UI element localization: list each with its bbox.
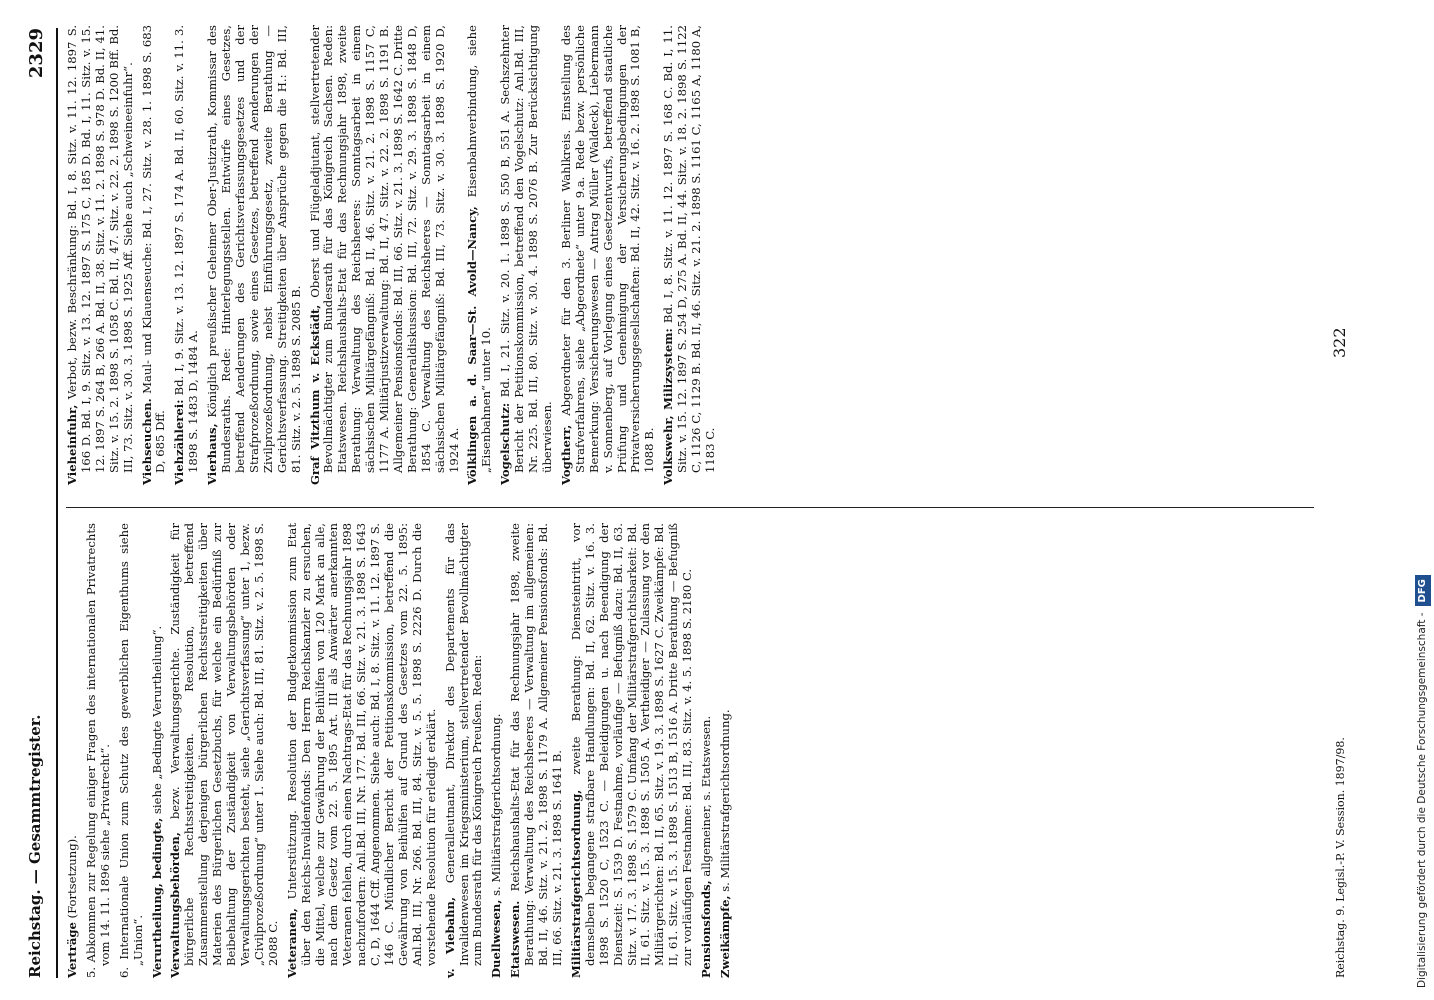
- entry-text: Reichshaushalts-Etat für das Rechnungsjahr 1898, zweite Berathung: Verwaltung des Reichsheeres — Verwaltung im allgemeinen: Bd. II, 46. Sitz. v. 21. 2. 1898 S. 1179 A. Allgemeiner Pensionsfonds: Bd. III, 66. Sitz. v. 21. 3. 1898 S. 1641 B.: [508, 523, 564, 966]
- entry-heading: Militärstrafgerichtsordnung,: [568, 789, 583, 978]
- digitization-stamp-text: [1414, 12, 1430, 988]
- footer-session-note: Reichstag. 9. Legisl.-P. V. Session. 1897/98.: [1334, 737, 1347, 978]
- entry-heading: Verurtheilung, bedingte,: [149, 817, 164, 978]
- entry-heading: Viehzählerei:: [172, 399, 187, 485]
- stamp-caption: Digitalisierung gefördert durch die Deutsche Forschungsgemeinschaft -: [1416, 612, 1428, 988]
- page-header: [22, 28, 58, 978]
- entry-heading: Vogelschutz:: [498, 402, 513, 485]
- entry-heading: Vierhaus,: [205, 423, 220, 485]
- entry-heading: Pensionsfonds,: [699, 880, 714, 978]
- entry-text: 5. Abkommen zur Regelung einiger Fragen des internationalen Privatrechts vom 14. 11. 1896 siehe „Privatrecht“.: [83, 523, 112, 978]
- entry-text: Bd. I, 8. Sitz. v. 11. 12. 1897 S. 168 C. Bd. I, 11. Sitz. v. 15. 12. 1897 S. 254 D, 275 A. Bd. II, 44. Sitz. v. 18. 2. 1898 S. 1122 C, 1126 C, 1129 B. Bd. II, 46. Sitz. v. 21. 2. 1898 S. 1161 C, 1165 A, 1180 A, 1183 C.: [661, 25, 717, 473]
- register-entry: [499, 25, 555, 485]
- entry-text: 6. Internationale Union zum Schutz des gewerblichen Eigenthums siehe „Union“.: [116, 523, 145, 978]
- entry-heading: Etatswesen.: [508, 900, 523, 978]
- entry-text: allgemeiner, s. Etatswesen.: [699, 715, 714, 877]
- entry-heading: Völklingen a. d. Saar—St. Avold—Nancy,: [465, 206, 480, 485]
- register-entry: [66, 523, 80, 978]
- register-entry: [85, 523, 113, 978]
- register-entry: [141, 25, 169, 485]
- entry-heading: Verträge: [65, 922, 79, 978]
- entry-text: s. Militärstrafgerichtsordnung.: [489, 713, 504, 896]
- entry-heading: Verwaltungsbehörden,: [168, 832, 183, 978]
- entry-text: (Fortsetzung).: [65, 835, 79, 919]
- footer-page-number: 322: [1330, 327, 1349, 358]
- register-entry: [560, 25, 657, 485]
- register-entry: [206, 25, 303, 485]
- register-entry: [662, 25, 718, 485]
- register-entry: [286, 523, 439, 978]
- entry-text: Abgeordneter für den 3. Berliner Wahlkreis. Einstellung des Strafverfahrens, siehe „Abgeordnete“ unter 9.a. Rede bezw. persönliche Bemerkung: Versicherungswesen — Antrag Müller (Waldeck), Liebermann v. Sonnenberg, auf Vorlegung eines Gesetzentwurfs, betreffend staatliche Prüfung und Genehmigung der Versicherungsbedingungen der Privatversicherungsgesellschaften: Bd. II, 42. Sitz. v. 16. 2. 1898 S. 1081 B, 1088 B.: [558, 25, 657, 473]
- entry-heading: Zweikämpfe,: [717, 895, 732, 978]
- entry-text: s. Militärstrafgerichtsordnung.: [717, 709, 732, 892]
- right-column: [66, 25, 723, 485]
- entry-text: Bd. I, 9. Sitz. v. 13. 12. 1897 S. 174 A. Bd. II, 60. Sitz. v. 11. 3. 1898 S. 1483 D, 1484 A.: [172, 24, 201, 473]
- register-entry: [570, 523, 695, 978]
- register-entry: [173, 25, 201, 485]
- entry-heading: Vieheinfuhr,: [65, 404, 79, 485]
- header-page-number: 2329: [26, 28, 47, 79]
- register-entry: [466, 25, 494, 485]
- page-footer: [1328, 28, 1368, 978]
- entry-text: Generalleutnant, Direktor des Departements für das Invalidenwesen im Kriegsministerium, stellvertretender Bevollmächtigter zum Bundesrath für das Königreich Preußen. Reden:: [442, 523, 485, 966]
- register-entry: [151, 523, 165, 978]
- entry-text: Königlich preußischer Geheimer Ober-Justizrath, Kommissar des Bundesraths. Rede: Hinterlegungsstellen. Entwürfe eines Gesetzes, betreffend Aenderungen des Gerichtsverfassungsgesetzes und der Strafprozeßordnung, sowie eines Gesetzes, betreffend Aenderungen der Zivilprozeßordnung, nebst Einführungsgesetz, zweite Berathung — Gerichtsverfassung. Streitigkeiten über Ansprüche gegen die H.: Bd. III, 81. Sitz. v. 2. 5. 1898 S. 2085 B.: [205, 24, 303, 473]
- entry-heading: Viehseuchen.: [139, 398, 154, 485]
- entry-text: bezw. Verwaltungsgerichte. Zuständigkeit für bürgerliche Rechtsstreitigkeiten. Resolution, betreffend Zusammenstellung derjenigen bürgerlichen Rechtsstreitigkeiten über Materien des Bürgerlichen Gesetzbuchs, für welche ein Bedürfniß zur Beibehaltung der Zuständigkeit von Verwaltungsbehörden oder Verwaltungsgerichten besteht, siehe „Gerichtsverfassung“ unter 1, bezw. „Civilprozeßordnung“ unter 1. Siehe auch: Bd. III, 81. Sitz. v. 2. 5. 1898 S. 2088 C.: [168, 522, 280, 966]
- dfg-logo: DFG: [1415, 575, 1431, 606]
- register-entry: [700, 523, 714, 978]
- register-entry: [490, 523, 504, 978]
- register-entry: [66, 25, 136, 485]
- register-entry: [444, 523, 486, 978]
- entry-heading: Graf Vitzthum v. Eckstädt,: [307, 304, 322, 485]
- entry-text: Maul- und Klauenseuche: Bd. I, 27. Sitz. v. 28. 1. 1898 S. 683 D, 685 Dff.: [139, 25, 168, 473]
- register-entry: [169, 523, 280, 978]
- register-entry: [118, 523, 146, 978]
- entry-text: Unterstützung. Resolution der Budgetkommission zum Etat über den Reichs-Invalidenfonds: Den Herrn Reichskanzler zu ersuchen, die Mittel, welche zur Gewährung der Beihülfen von 120 Mark an alle, nach dem Gesetz vom 22. 5. 1895 Art. III als Anwärter anerkannten Veteranen fehlen, durch einen Nachtrags-Etat für das Rechnungsjahr 1898 nachzufordern: Anl.Bd. III, Nr. 177. Bd. III, 66. Sitz. v. 21. 3. 1898 S. 1643 C, D, 1644 Cff. Angenommen. Siehe auch: Bd. I, 8. Sitz. v. 11. 12. 1897 S. 146 C. Mündlicher Bericht der Petitionskommission, betreffend die Gewährung von Beihülfen auf Grund des Gesetzes vom 22. 5. 1895: Anl.Bd. III, Nr. 266. Bd. III, 84. Sitz. v. 5. 5. 1898 S. 2226 D. Durch die vorstehende Resolution für erledigt erklärt.: [284, 522, 438, 966]
- entry-heading: v. Viebahn,: [442, 897, 457, 978]
- entry-text: Verbot, bezw. Beschränkung: Bd. I, 8. Sitz. v. 11. 12. 1897 S. 166 D. Bd. I, 9. Sitz. v. 13. 12. 1897 S. 175 C, 185 D. Bd. I, 11. Sitz. v. 15. 12. 1897 S. 264 B, 266 A. Bd. II, 38. Sitz. v. 11. 2. 1898 S. 978 D. Bd. II, 41. Sitz. v. 15. 2. 1898 S. 1058 C. Bd. II, 47. Sitz. v. 22. 2. 1898 S. 1200 Bff. Bd. III, 73. Sitz. v. 30. 3. 1898 S. 1925 Aff. Siehe auch „Schweineeinfuhr“.: [65, 25, 135, 473]
- entry-text: Bd. I, 21. Sitz. v. 20. 1. 1898 S. 550 B, 551 A. Sechszehnter Bericht der Petitionskommission, betreffend den Vogelschutz: Anl.Bd. III, Nr. 225. Bd. III, 80. Sitz. v. 30. 4. 1898 S. 2076 B. Zur Berücksichtigung überwiesen.: [498, 25, 554, 473]
- register-entry: [719, 523, 733, 978]
- register-entry: [309, 25, 462, 485]
- digitization-stamp: [1414, 12, 1430, 988]
- header-running-title: Reichstag. — Gesammtregister.: [26, 714, 44, 978]
- entry-heading: Vogtherr,: [558, 424, 573, 485]
- register-entry: [509, 523, 565, 978]
- entry-heading: Duellwesen,: [489, 899, 504, 978]
- entry-text: Eisenbahnverbindung, siehe „Eisenbahnen“ unter 10.: [465, 24, 494, 473]
- entry-text: zweite Berathung: Diensteintritt, vor demselben begangene strafbare Handlungen: Bd. II, 62. Sitz. v. 16. 3. 1898 S. 1520 C, 1523 C. — Beleidigungen u. nach Beendigung der Dienstzeit: S. 1539 D. Festnahme, vorläufige — Befugniß dazu: Bd. II, 63. Sitz. v. 17. 3. 1898 S. 1579 C. Umfang der Militärstrafgerichtsbarkeit: Bd. II, 61. Sitz. v. 15. 3. 1898 S. 1505 A. Vertheidiger — Zulassung vor den Militärgerichten: Bd. II, 65. Sitz. v. 19. 3. 1898 S. 1627 C. Zweikämpfe: Bd. II, 61. Sitz. v. 15. 3. 1898 S. 1513 B, 1516 A. Dritte Berathung — Befugniß zur vorläufigen Festnahme: Bd. III, 83. Sitz. v. 4. 5. 1898 S. 2180 C.: [568, 523, 695, 966]
- entry-text: Oberst und Flügeladjutant, stellvertretender Bevollmächtigter zum Bundesrath für das Königreich Sachsen. Reden: Etatswesen. Reichshaushalts-Etat für das Rechnungsjahr 1898, zweite Berathung: Verwaltung des Reichsheeres: Sonntagsarbeit in einem sächsischen Militärgefängniß: Bd. II, 46. Sitz. v. 21. 2. 1898 S. 1157 C, 1177 A. Militärjustizverwaltung: Bd. II, 47. Sitz. v. 22. 2. 1898 S. 1191 B. Allgemeiner Pensionsfonds: Bd. III, 66. Sitz. v. 21. 3. 1898 S. 1642 C. Dritte Berathung: Generaldiskussion: Bd. III, 72. Sitz. v. 29. 3. 1898 S. 1848 D, 1854 C. Verwaltung des Reichsheeres — Sonntagsarbeit in einem sächsischen Militärgefängniß: Bd. III, 73. Sitz. v. 30. 3. 1898 S. 1920 D, 1924 A.: [307, 25, 461, 473]
- column-divider: [66, 507, 1314, 508]
- left-column: [66, 523, 738, 978]
- entry-text: siehe „Bedingte Verurtheilung“.: [149, 625, 164, 815]
- entry-heading: Veteranen,: [284, 908, 299, 978]
- entry-heading: Volkswehr, Milizsystem:: [661, 328, 676, 485]
